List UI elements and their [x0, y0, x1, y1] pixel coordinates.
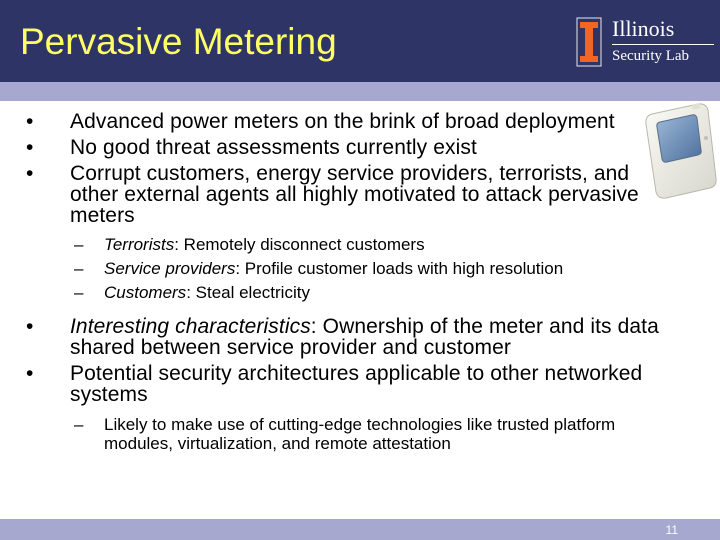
- sub-bullet-term: Terrorists: [104, 235, 175, 254]
- illinois-i-logo-icon: [576, 17, 602, 67]
- lab-logo: [570, 14, 715, 70]
- bullet-item: [26, 362, 670, 406]
- footer-band: [0, 519, 720, 540]
- bullet-term: Interesting characteristics: [70, 315, 311, 338]
- sub-bullet-text: Likely to make use of cutting-edge technologies like trusted platform modules, virtualization, and remote attestation: [104, 415, 616, 453]
- sub-bullet-item: [74, 283, 664, 302]
- sub-bullet-marker: –: [74, 283, 84, 302]
- sub-bullet-item: [74, 259, 664, 278]
- sub-bullet-text: : Remotely disconnect customers: [174, 235, 425, 254]
- logo-divider: [612, 44, 714, 45]
- bullet-marker: •: [26, 110, 34, 133]
- bullet-text: Corrupt customers, energy service providers, terrorists, and other external agents all highly motivated to attack pervasive meters: [70, 162, 639, 227]
- sub-bullet-list: [0, 236, 720, 302]
- sub-bullet-marker: –: [74, 259, 84, 278]
- sub-bullet-marker: –: [74, 235, 84, 254]
- sub-bullet-text: : Profile customer loads with high resolution: [235, 259, 564, 278]
- sub-bullet-term: Customers: [104, 283, 187, 302]
- sub-bullet-item: [74, 415, 664, 453]
- bullet-item: [26, 136, 670, 159]
- page-number: 11: [665, 523, 678, 537]
- sub-bullet-marker: –: [74, 415, 84, 434]
- sub-bullet-text: : Steal electricity: [186, 283, 310, 302]
- sub-bullet-item: [74, 235, 664, 254]
- sub-bullet-term: Service providers: [104, 259, 236, 278]
- slide-body: [0, 111, 720, 453]
- bullet-text: Advanced power meters on the brink of broad deployment: [70, 110, 615, 133]
- bullet-item: [26, 162, 670, 227]
- bullet-marker: •: [26, 136, 34, 159]
- bullet-text: : Ownership of the meter and its data shared between service provider and customer: [70, 315, 659, 359]
- bullet-item: [26, 315, 670, 359]
- title-bar: [0, 0, 720, 82]
- sub-bullet-list: [0, 415, 720, 453]
- bullet-marker: •: [26, 162, 34, 185]
- bullet-text: No good threat assessments currently exist: [70, 136, 477, 159]
- slide-title: Pervasive Metering: [20, 21, 337, 62]
- logo-subtitle: Security Lab: [612, 48, 690, 64]
- bullet-marker: •: [26, 315, 34, 338]
- bullet-text: Potential security architectures applicable to other networked systems: [70, 362, 643, 406]
- header-band: [0, 82, 720, 101]
- bullet-marker: •: [26, 362, 34, 385]
- bullet-item: [26, 110, 670, 133]
- logo-name: Illinois: [612, 16, 675, 41]
